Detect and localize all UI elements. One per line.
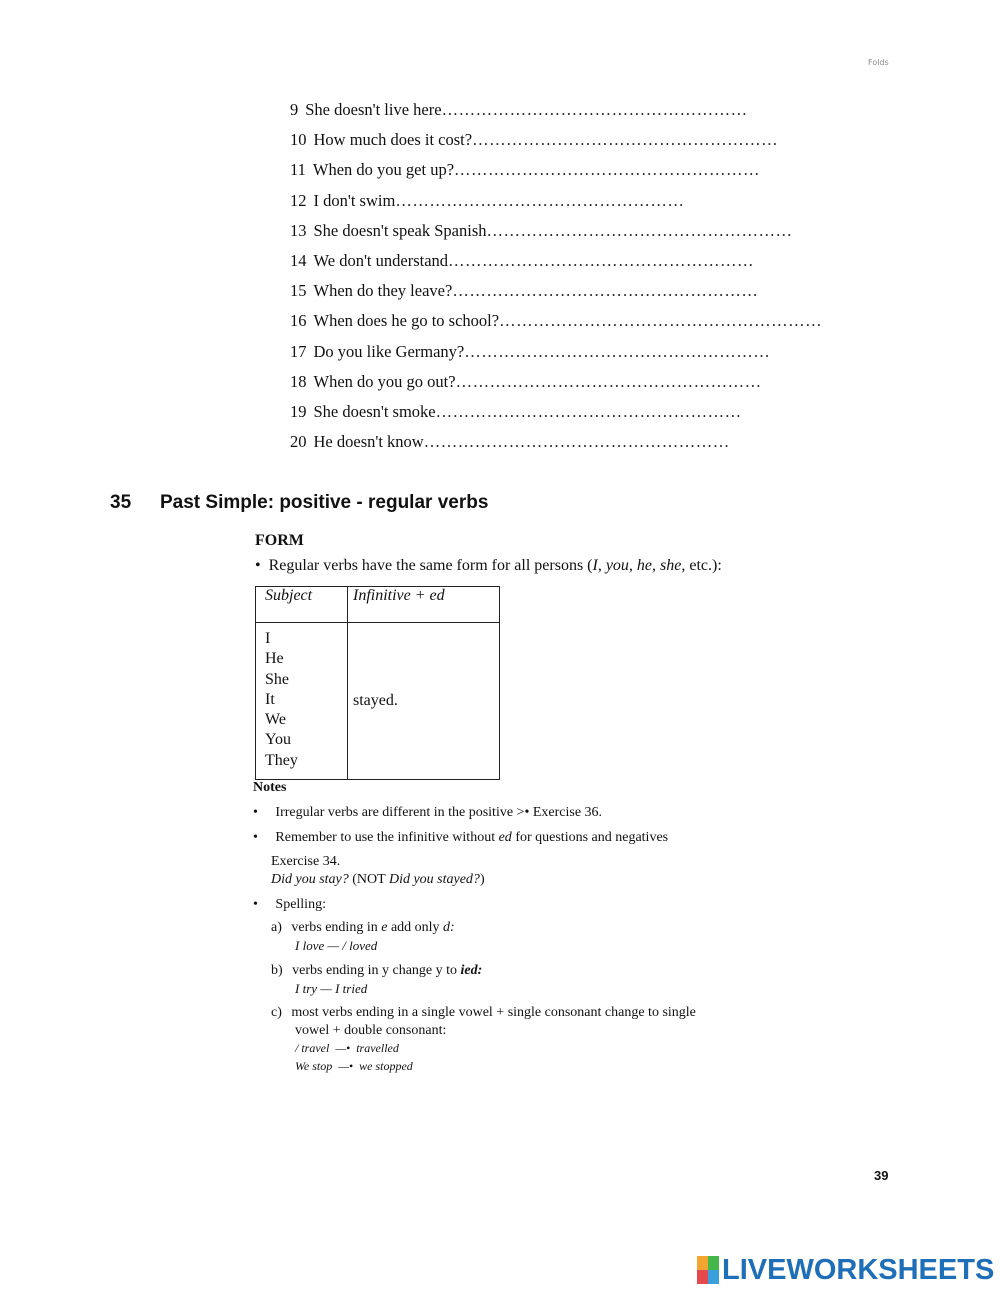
exercise-sentence: When do they leave? xyxy=(313,281,453,301)
answer-blank[interactable]: ……………………………………………… xyxy=(448,250,755,270)
bullet: • xyxy=(253,805,258,820)
exercise-sentence: She doesn't smoke xyxy=(313,401,436,421)
exercise-number: 14 xyxy=(290,250,307,270)
rule-c-example-1 xyxy=(295,1041,399,1056)
answer-blank[interactable]: ……………………………………………… xyxy=(441,100,748,119)
arrow-icon: —• xyxy=(338,1059,354,1073)
note-2-example-a: Did you stay? xyxy=(271,872,349,887)
form-intro-pronouns: I, you, he, she, xyxy=(592,557,686,574)
exercise-sentence: We don't understand xyxy=(313,250,449,270)
answer-blank[interactable]: …………………………………………… xyxy=(395,190,685,210)
subject-item: She xyxy=(265,670,289,688)
exercise-number: 15 xyxy=(290,281,307,301)
rule-a-label: a) xyxy=(271,920,282,935)
note-1-text: Irregular verbs are different in the positive >• Exercise 36. xyxy=(275,805,603,820)
form-heading: FORM xyxy=(255,532,304,549)
form-intro-suffix: etc.): xyxy=(685,557,722,574)
note-2-suffix: for questions and negatives xyxy=(511,830,669,845)
note-2-example-b: Did you stayed? xyxy=(388,872,480,887)
rule-c-label: c) xyxy=(271,1005,282,1020)
exercise-item xyxy=(290,191,822,221)
spelling-rule-a xyxy=(271,920,455,936)
section-heading xyxy=(110,492,488,514)
logo-blocks-icon xyxy=(697,1256,719,1284)
subjects-cell xyxy=(256,623,348,780)
exercise-item xyxy=(290,432,822,462)
subject-item: We xyxy=(265,711,286,729)
rule-b-prefix: verbs ending in y change y to xyxy=(292,963,461,978)
exercise-item xyxy=(290,342,822,372)
rule-a-d: d: xyxy=(443,920,455,935)
exercise-item xyxy=(290,221,822,251)
exercise-list xyxy=(290,100,822,462)
subject-header: Subject xyxy=(256,587,348,623)
exercise-number: 16 xyxy=(290,311,307,331)
bullet: • xyxy=(255,557,261,574)
exercise-number: 20 xyxy=(290,432,307,452)
spelling-rule-c xyxy=(271,1005,696,1021)
exercise-item xyxy=(290,281,822,311)
subject-item: You xyxy=(265,731,291,749)
notes-heading: Notes xyxy=(253,780,287,795)
subject-item: They xyxy=(265,751,298,769)
answer-blank[interactable]: ……………………………………………… xyxy=(423,432,730,452)
exercise-sentence: I don't swim xyxy=(313,190,396,210)
rule-a-e: e xyxy=(381,920,388,935)
rule-c-example-2b: we stopped xyxy=(359,1059,413,1073)
exercise-number: 9 xyxy=(290,100,299,119)
rule-b-example: I try — I tried xyxy=(295,981,368,996)
exercise-item xyxy=(290,130,822,160)
logo-block xyxy=(697,1270,708,1284)
exercise-sentence: Do you like Germany? xyxy=(313,341,465,361)
note-2-example-not: (NOT xyxy=(348,872,389,887)
note-spelling xyxy=(253,897,326,913)
spelling-label: Spelling: xyxy=(275,897,326,912)
note-2-example-close: ) xyxy=(479,872,485,887)
rule-b-ied: ied: xyxy=(460,963,483,978)
bullet: • xyxy=(253,897,258,912)
verb-cell: stayed. xyxy=(348,623,500,780)
answer-blank[interactable]: ……………………………………………… xyxy=(464,341,771,361)
arrow-icon: —• xyxy=(335,1041,351,1055)
bullet: • xyxy=(253,830,258,845)
rule-c-text-1: most verbs ending in a single vowel + single consonant change to single xyxy=(291,1005,696,1020)
logo-text: LIVEWORKSHEETS xyxy=(722,1253,995,1286)
form-table-header-row xyxy=(256,587,500,623)
exercise-number: 12 xyxy=(290,190,307,210)
exercise-sentence: She doesn't speak Spanish xyxy=(313,220,487,240)
rule-a-example: I love — / loved xyxy=(295,938,378,953)
exercise-sentence: How much does it cost? xyxy=(313,130,473,150)
exercise-sentence: He doesn't know xyxy=(313,432,424,452)
note-2-example xyxy=(271,872,485,888)
exercise-sentence: She doesn't live here xyxy=(305,100,442,119)
note-2-prefix: Remember to use the infinitive without xyxy=(275,830,499,845)
rule-b-label: b) xyxy=(271,963,283,978)
liveworksheets-logo[interactable] xyxy=(697,1254,994,1286)
answer-blank[interactable]: ……………………………………………… xyxy=(435,401,742,421)
rule-c-text-2: vowel + double consonant: xyxy=(295,1023,447,1038)
note-1 xyxy=(253,805,602,821)
spelling-rule-b xyxy=(271,963,482,979)
exercise-number: 17 xyxy=(290,341,307,361)
rule-a-mid: add only xyxy=(387,920,444,935)
section-number: 35 xyxy=(110,492,132,513)
exercise-number: 10 xyxy=(290,130,307,150)
form-intro-prefix: Regular verbs have the same form for all persons ( xyxy=(268,557,593,574)
form-table xyxy=(255,586,500,780)
exercise-item xyxy=(290,100,822,130)
exercise-item xyxy=(290,160,822,190)
section-title: Past Simple: positive - regular verbs xyxy=(160,492,489,513)
subject-item: It xyxy=(265,690,275,708)
logo-block xyxy=(708,1256,719,1270)
logo-block xyxy=(708,1270,719,1284)
rule-c-example-1a: / travel xyxy=(295,1041,330,1055)
logo-block xyxy=(697,1256,708,1270)
answer-blank[interactable]: ………………………………………………… xyxy=(499,311,823,331)
page-number: 39 xyxy=(874,1168,889,1183)
exercise-number: 11 xyxy=(290,160,306,180)
exercise-item xyxy=(290,251,822,281)
exercise-item xyxy=(290,402,822,432)
note-2-ed: ed xyxy=(498,830,512,845)
note-2 xyxy=(253,830,668,846)
exercise-item xyxy=(290,372,822,402)
answer-blank[interactable]: ……………………………………………… xyxy=(454,160,761,180)
rule-c-example-2 xyxy=(295,1059,413,1074)
answer-blank[interactable]: ……………………………………………… xyxy=(486,220,793,240)
note-2-reference: Exercise 34. xyxy=(271,854,341,869)
infinitive-header: Infinitive + ed xyxy=(348,587,500,623)
exercise-sentence: When do you go out? xyxy=(313,371,456,391)
rule-c-example-1b: travelled xyxy=(356,1041,399,1055)
answer-blank[interactable]: ……………………………………………… xyxy=(455,371,762,391)
exercise-number: 18 xyxy=(290,371,307,391)
subject-item: I xyxy=(265,630,271,647)
exercise-number: 13 xyxy=(290,220,307,240)
exercise-number: 19 xyxy=(290,401,307,421)
rule-a-prefix: verbs ending in xyxy=(291,920,382,935)
subject-item: He xyxy=(265,650,284,668)
form-table-body-row xyxy=(256,623,500,780)
answer-blank[interactable]: ……………………………………………… xyxy=(472,130,779,150)
exercise-sentence: When does he go to school? xyxy=(313,311,500,331)
answer-blank[interactable]: ……………………………………………… xyxy=(452,281,759,301)
rule-c-example-2a: We stop xyxy=(295,1059,333,1073)
page-corner-mark: Folds xyxy=(868,58,889,67)
form-intro xyxy=(255,557,722,575)
exercise-item xyxy=(290,311,822,341)
exercise-sentence: When do you get up? xyxy=(312,160,455,180)
